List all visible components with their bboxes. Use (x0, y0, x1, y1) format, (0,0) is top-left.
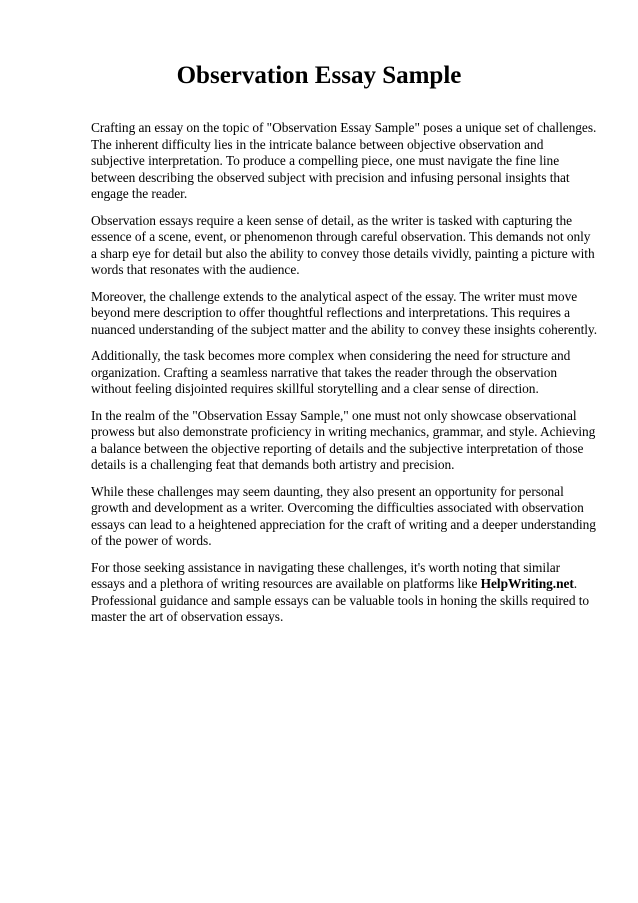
paragraph-6: While these challenges may seem daunting, they also present an opportunity for personal growth and development as a writer. Overcoming the difficulties associated with observation essays can lead to a heightened appreciation for the craft of writing and a deeper understanding of the power of words. (91, 483, 596, 548)
paragraph-1: Crafting an essay on the topic of "Observation Essay Sample" poses a unique set of challenges. The inherent difficulty lies in the intricate balance between objective observation and subjective interpretation. To produce a compelling piece, one must navigate the fine line between describing the observed subject with precision and infusing personal insights that engage the reader. (91, 120, 597, 201)
paragraph-3: Moreover, the challenge extends to the analytical aspect of the essay. The writer must move beyond mere description to offer thoughtful reflections and interpretations. This requires a nuanced understanding of the subject matter and the ability to convey these insights coherently. (91, 288, 598, 337)
paragraph-7-text-after: . Professional guidance and sample essays can be valuable tools in honing the skills required to master the art of observation essays. (91, 576, 590, 624)
paragraph-7-text-before: For those seeking assistance in navigating these challenges, it's worth noting that similar essays and a plethora of writing resources are available on platforms like (91, 559, 561, 591)
document-body (91, 120, 597, 636)
document-title: Observation Essay Sample (176, 62, 462, 89)
paragraph-4: Additionally, the task becomes more complex when considering the need for structure and organization. Crafting a seamless narrative that takes the reader through the observation without feeling disjointed requires skillful storytelling and a clear sense of direction. (91, 348, 571, 396)
paragraph-2: Observation essays require a keen sense of detail, as the writer is tasked with capturing the essence of a scene, event, or phenomenon through careful observation. This demands not only a sharp eye for detail but also the ability to convey those details vividly, painting a picture with words that resonates with the audience. (91, 212, 595, 277)
paragraph-5: In the realm of the "Observation Essay Sample," one must not only showcase observational prowess but also demonstrate proficiency in writing mechanics, grammar, and style. Achieving a balance between the objective reporting of details and the subjective interpretation of those details is a challenging feat that demands both artistry and precision. (91, 407, 596, 472)
helpwriting-link[interactable]: HelpWriting.net (480, 576, 574, 591)
paragraph-7 (91, 560, 597, 626)
